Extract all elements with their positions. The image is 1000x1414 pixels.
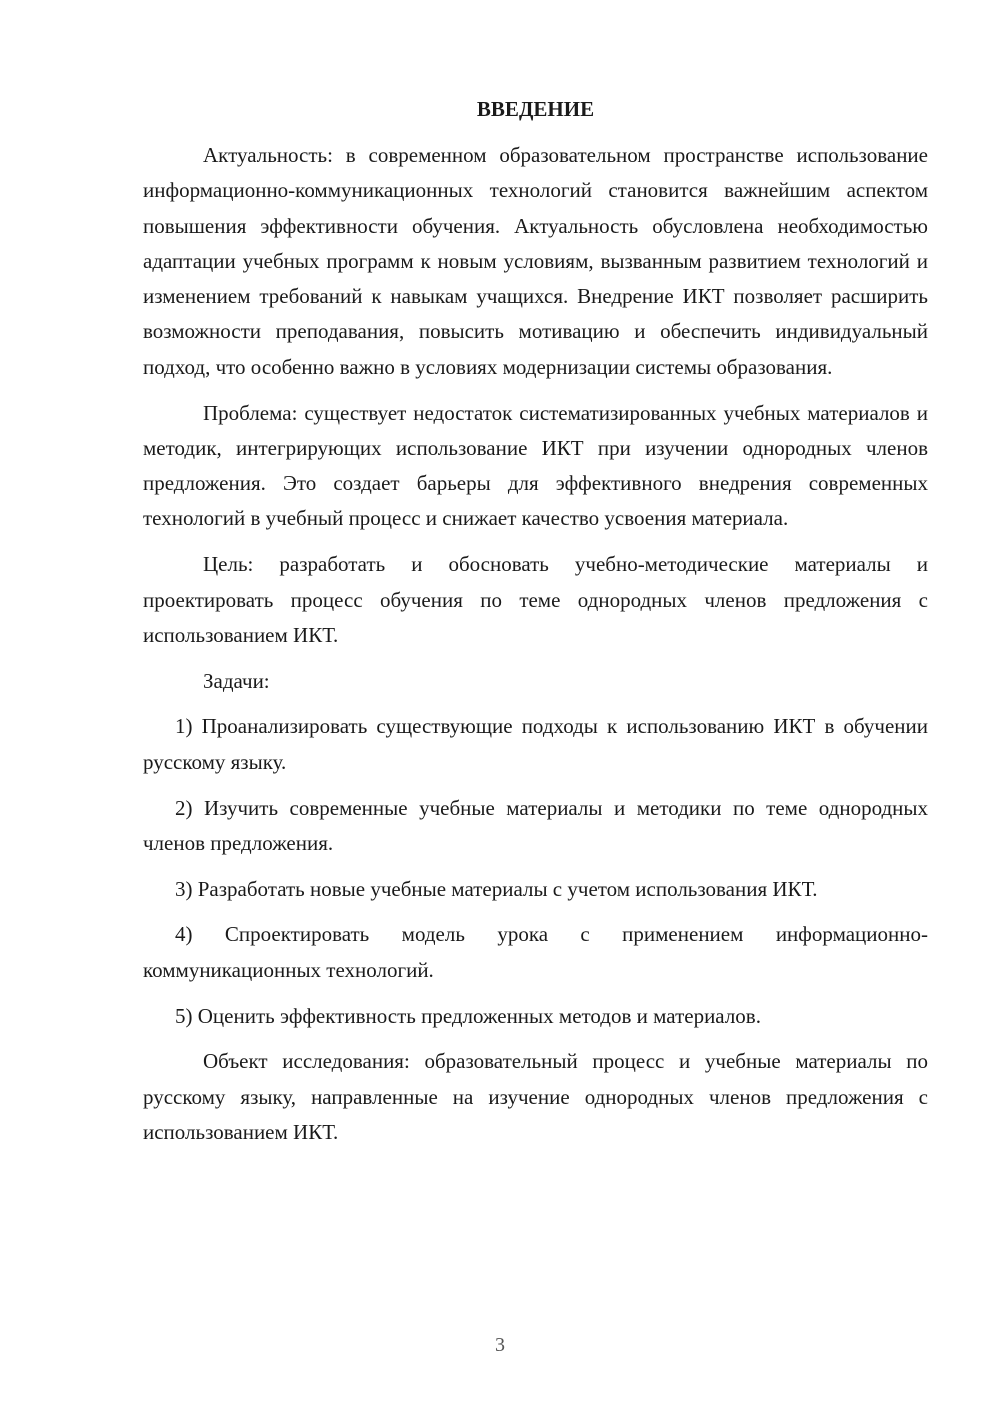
tasks-label: Задачи: — [203, 668, 270, 693]
relevance-paragraph: Актуальность: в современном образовательном пространстве использование информационно-коммуникационных технологий становится важнейшим аспектом повышения эффективности обучения. Актуальность обусловлена необходимостью адаптации учебных программ к новым условиям, вызванным развитием технологий и изменением требований к навыкам учащихся. Внедрение ИКТ позволяет расширить возможности преподавания, повысить мотивацию и обеспечить индивидуальный подход, что особенно важно в условиях модернизации системы образования. — [143, 143, 928, 379]
task-item-4: 4) Спроектировать модель урока с применением информационно-коммуникационных технологий. — [143, 922, 928, 982]
task-item-3: 3) Разработать новые учебные материалы с учетом использования ИКТ. — [175, 876, 818, 901]
goal-paragraph: Цель: разработать и обосновать учебно-методические материалы и проектировать процесс обучения по теме однородных членов предложения с использованием ИКТ. — [143, 552, 928, 647]
page-number: 3 — [495, 1334, 505, 1356]
page-body — [143, 94, 928, 1150]
task-item-1: 1) Проанализировать существующие подходы к использованию ИКТ в обучении русскому языку. — [143, 714, 928, 774]
object-paragraph: Объект исследования: образовательный процесс и учебные материалы по русскому языку, направленные на изучение однородных членов предложения с использованием ИКТ. — [143, 1049, 928, 1144]
problem-paragraph: Проблема: существует недостаток систематизированных учебных материалов и методик, интегрирующих использование ИКТ при изучении однородных членов предложения. Это создает барьеры для эффективного внедрения современных технологий в учебный процесс и снижает качество усвоения материала. — [143, 400, 928, 531]
task-item-2: 2) Изучить современные учебные материалы и методики по теме однородных членов предложения. — [143, 795, 928, 855]
section-heading: ВВЕДЕНИЕ — [476, 97, 595, 121]
task-item-5: 5) Оценить эффективность предложенных методов и материалов. — [175, 1003, 761, 1028]
